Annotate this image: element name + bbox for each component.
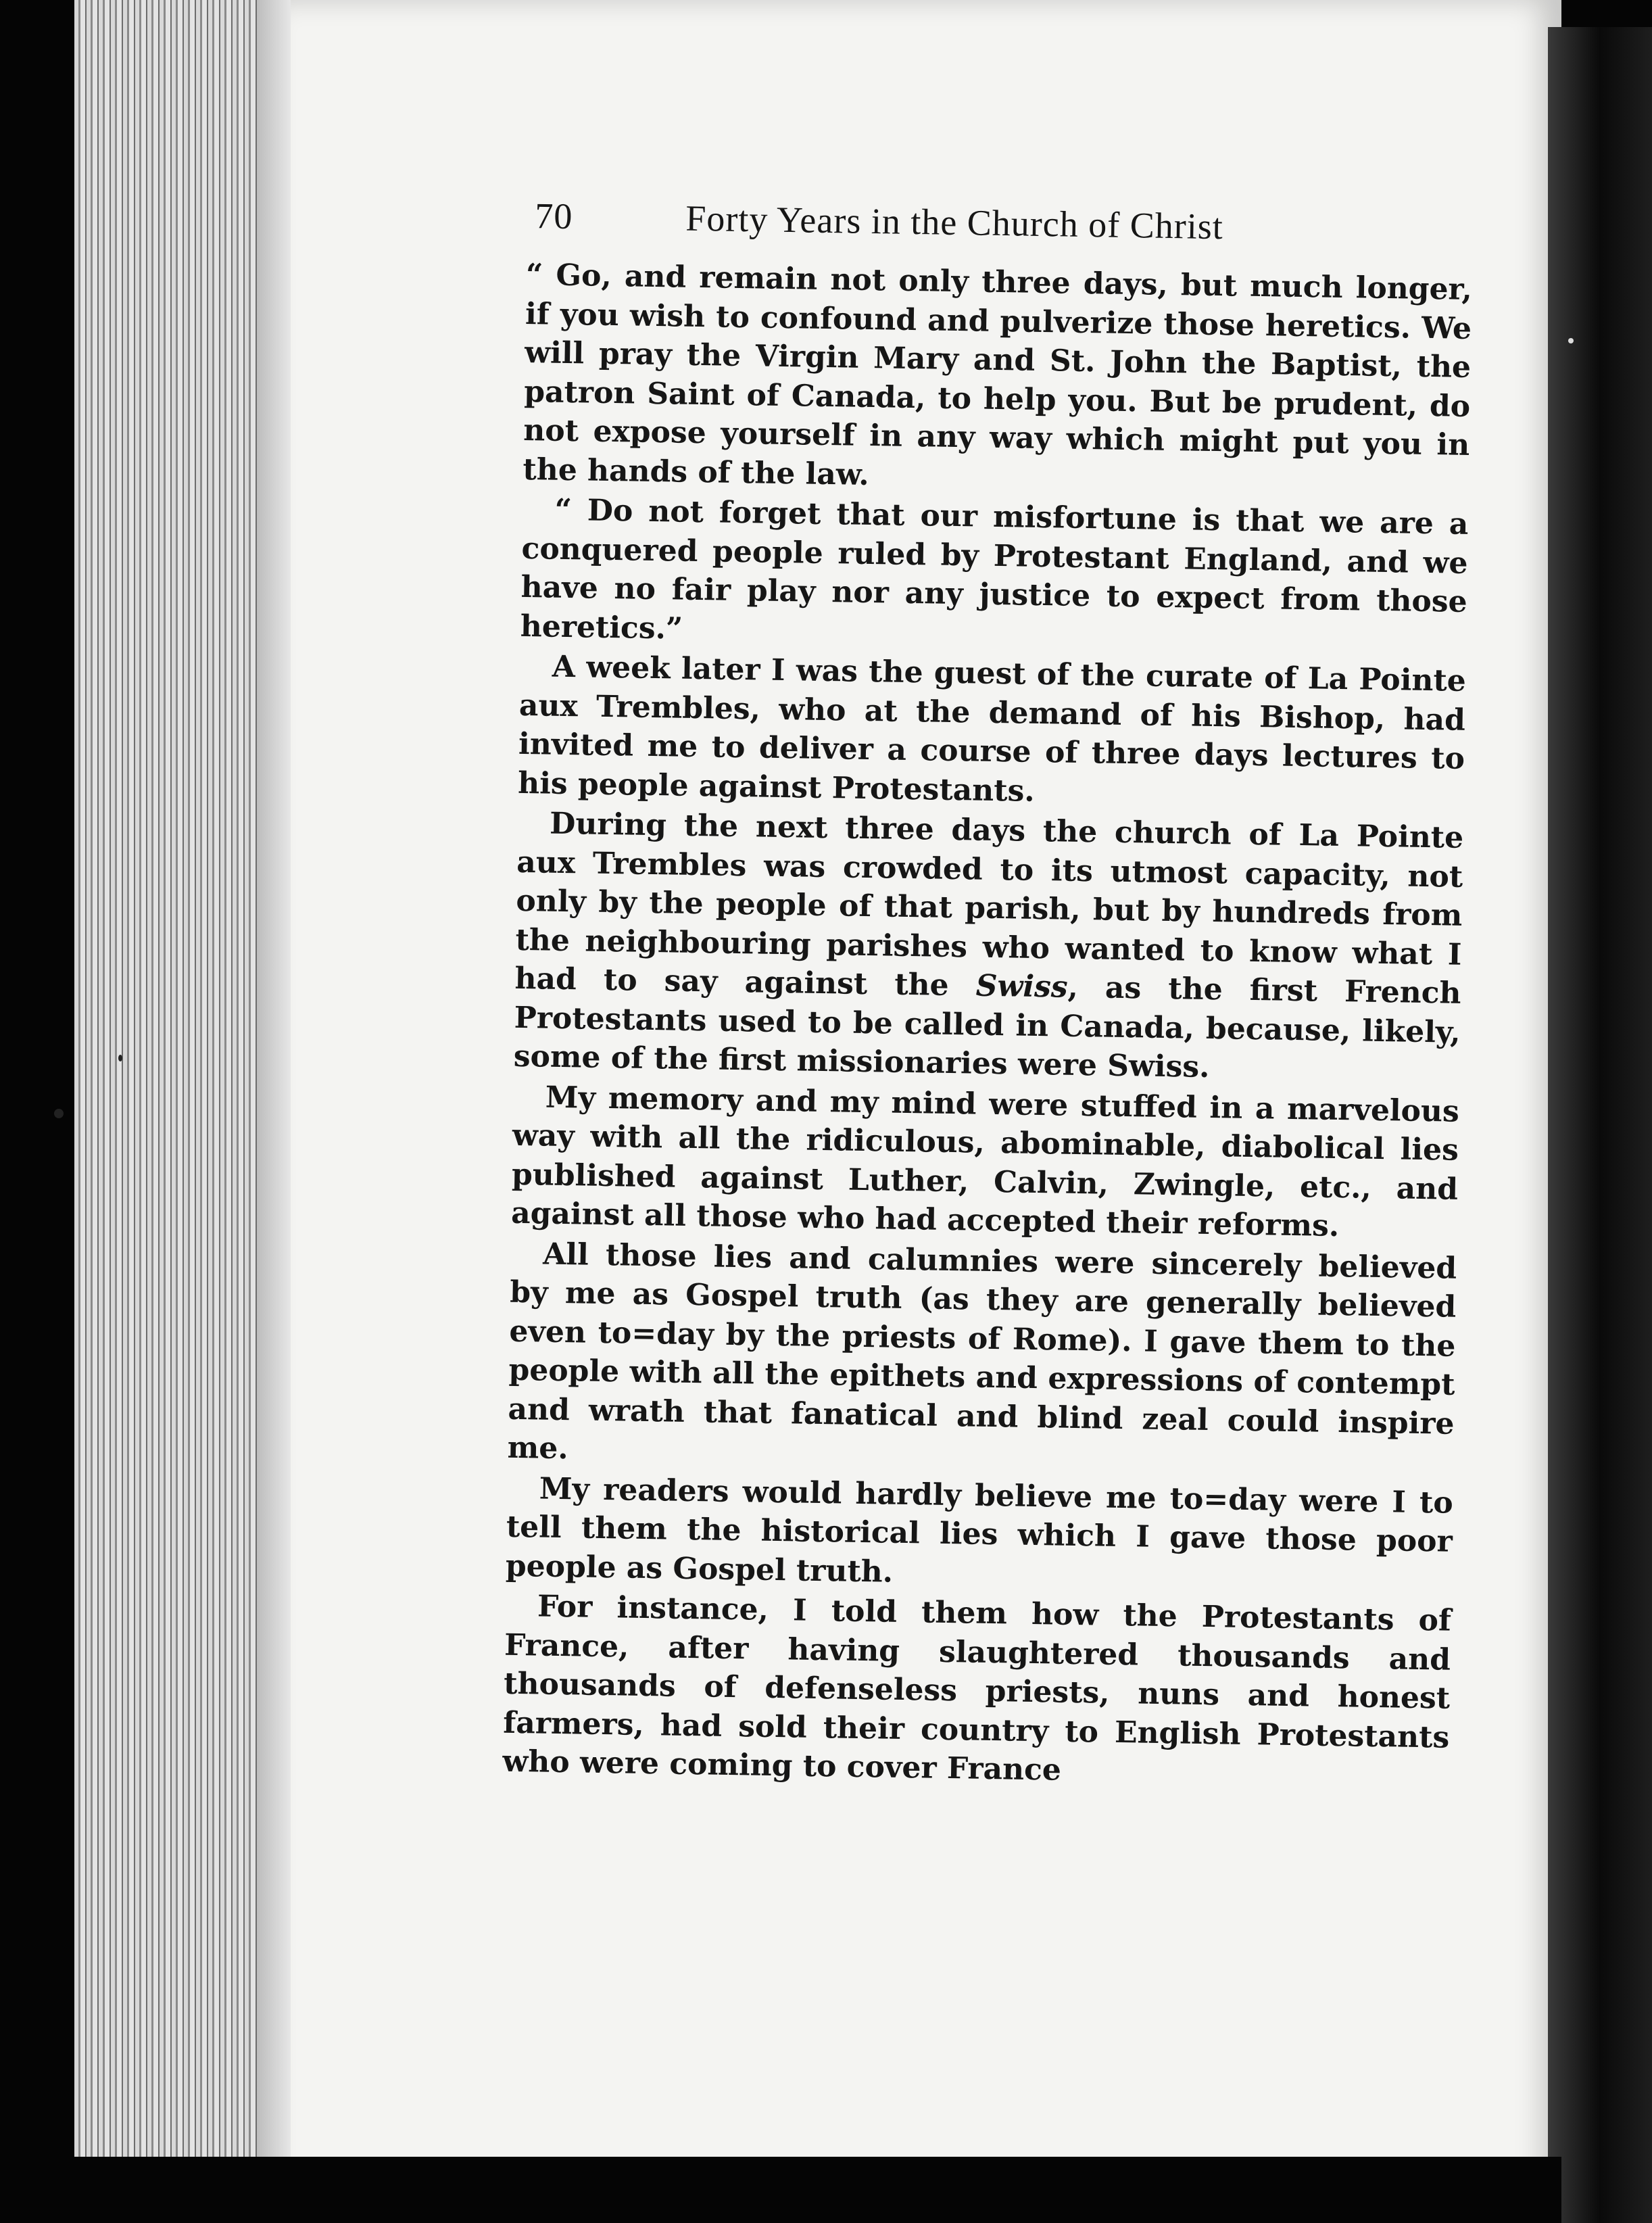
running-title: Forty Years in the Church of Christ [685,197,1224,247]
dust-speck [1568,338,1574,343]
paragraph-text: , as the first French Protestants used to be called in Canada, because, likely, some of the first missionaries were Swiss. [513,970,1461,1085]
paragraph: “ Go, and remain not only three days, but much longer, if you wish to confound and pulverize those heretics. We will pray the Virgin Mary and St. John the Baptist, the patron Saint of Canada, to help you. But be prudent, do not expose yourself in any way which might put you in the hands of the law. [523,257,1473,492]
dust-speck [118,1055,122,1061]
bottom-scan-border [74,2157,1561,2223]
paragraph: My memory and my mind were stuffed in a marvelous way with all the ridiculous, abominable, diabolical lies published against Luther, Calvin, Zwingle, etc., and against all those who had accepted their reforms. [510,1080,1460,1244]
paragraph: “ Do not forget that our misfortune is that we are a conquered people ruled by Protestant England, and we have no fair play nor any justice to expect from those heretics.” [520,492,1469,646]
page-number: 70 [534,195,573,237]
paragraph: My readers would hardly believe me to=day were I to tell them the historical lies which I gave those poor people as Gospel truth. [505,1471,1454,1589]
paragraph: For instance, I told them how the Protestants of France, after having slaughtered thousands and thousands of defenseless priests, nuns and honest farmers, had sold their country to English Protestants who were coming to cover France [502,1589,1452,1788]
body-text [502,256,1472,1796]
paragraph: All those lies and calumnies were sincerely believed by me as Gospel truth (as they are generally believed even to=day by the priests of Rome). I gave them to the people with all the epithets and expressions of contempt and wrath that fanatical and blind zeal could inspire me. [507,1237,1457,1466]
italic-term: Swiss [975,968,1069,1005]
page-content [502,189,1474,1796]
dust-speck [54,1109,64,1118]
paragraph: A week later I was the guest of the curate of La Pointe aux Trembles, who at the demand of his Bishop, had invited me to deliver a course of three days lectures to his people against Protestants. [517,649,1467,809]
paragraph [513,804,1463,1091]
paragraph-text: During the next three days the church of La Pointe aux Trembles was crowded to its utmost capacity, not only by the people of that parish, but by hundreds from the neighbouring parishes who wanted to know what I had to say against the [514,806,1464,1003]
stacked-page-edges [74,0,297,2157]
gutter-shadow [1548,27,1652,2223]
